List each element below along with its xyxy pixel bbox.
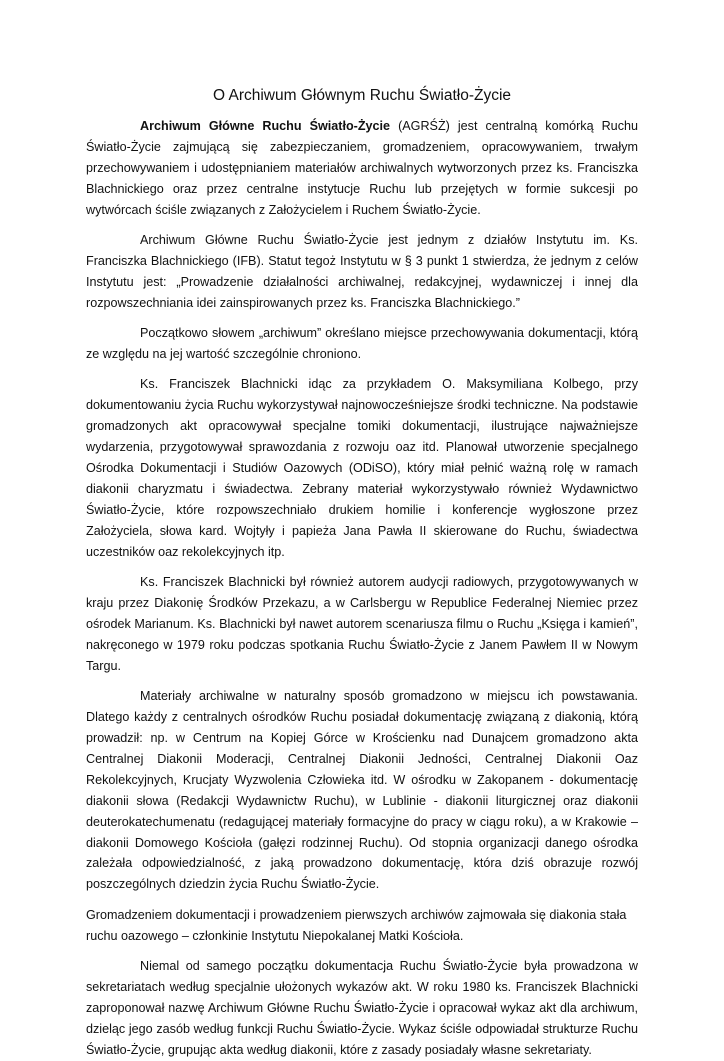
paragraph-secretariats: Niemal od samego początku dokumentacja Ruchu Światło-Życie była prowadzona w sekretariatach według specjalnie ułożonych wykazów akt. W roku 1980 ks. Franciszek Blachnicki zaproponował nazwę Archiwum Główne Ruchu Światło-Życie i opracował wykaz akt dla archiwum, dzieląc jego zasób według funkcji Ruchu Światło-Życie. Wykaz ściśle odpowiadał strukturze Ruchu Światło-Życie, grupując akta według diakonii, które z zasady posiadały własne sekretariaty. <box>86 959 638 1057</box>
paragraph-intro-bold: Archiwum Główne Ruchu Światło-Życie <box>140 119 391 133</box>
paragraph-intro-rest: (AGRŚŻ) jest centralną komórką Ruchu Światło-Życie zajmującą się zabezpieczaniem, gromadzeniem, opracowywaniem, trwałym przechowywaniem i udostępnianiem materiałów archiwalnych wytworzonych przez ks. Franciszka Blachnickiego oraz przez centralne instytucje Ruchu lub przejętych w formie sukcesji po wytwórcach ściśle związanych z Założycielem i Ruchem Światło-Życie. <box>86 119 638 217</box>
paragraph-documentation: Ks. Franciszek Blachnicki idąc za przykładem O. Maksymiliana Kolbego, przy dokumentowaniu życia Ruchu wykorzystywał najnowocześniejsze środki techniczne. Na podstawie gromadzonych akt opracowywał specjalne tomiki dokumentacji, ilustrujące najważniejsze wydarzenia, przygotowywał sprawozdania z rozwoju oaz itd. Planował utworzenie specjalnego Ośrodka Dokumentacji i Studiów Oazowych (ODiSO), który miał pełnić ważną rolę w ramach diakonii charyzmatu i świadectwa. Zebrany materiał wykorzystywało również Wydawnictwo Światło-Życie, które rozpowszechniało drukiem homilie i konferencje wygłoszone przez Założyciela, słowa kard. Wojtyły i papieża Jana Pawła II skierowane do Ruchu, świadectwa uczestników oaz rekolekcyjnych itp. <box>86 377 638 559</box>
paragraph-materials: Materiały archiwalne w naturalny sposób gromadzono w miejscu ich powstawania. Dlatego każdy z centralnych ośrodków Ruchu posiadał dokumentację związaną z diakonią, którą prowadził: np. w Centrum na Kopiej Górce w Krościenku nad Dunajcem gromadzono akta Centralnej Diakonii Moderacji, Centralnej Diakonii Jedności, Centralnej Diakonii Oaz Rekolekcyjnych, Krucjaty Wyzwolenia Człowieka itd. W ośrodku w Zakopanem - dokumentację diakonii słowa (Redakcji Wydawnictw Ruchu), w Lublinie - diakonii liturgicznej oraz diakonii deuterokatechumenatu (redagującej materiały formacyjne do pracy w ciągu roku), a w Krakowie – diakonii Domowego Kościoła (gałęzi rodzinnej Ruchu). Od stopnia organizacji danego ośrodka zależała odpowiedzialność, z jaką prowadzono dokumentację, która dziś obrazuje rozwój poszczególnych dziedzin życia Ruchu Światło-Życie. <box>86 689 638 892</box>
paragraph-diakonia: Gromadzeniem dokumentacji i prowadzeniem pierwszych archiwów zajmowała się diakonia stała ruchu oazowego – członkinie Instytutu Niepokalanej Matki Kościoła. <box>86 907 627 943</box>
paragraph-radio: Ks. Franciszek Blachnicki był również autorem audycji radiowych, przygotowywanych w kraju przez Diakonię Środków Przekazu, a w Carlsbergu w Republice Federalnej Niemiec przez ośrodek Marianum. Ks. Blachnicki był nawet autorem scenariusza filmu o Ruchu „Księga i kamień”, nakręconego w 1979 roku podczas spotkania Ruchu Światło-Życie z Janem Pawłem II w Nowym Targu. <box>86 575 638 673</box>
page-title: O Archiwum Głównym Ruchu Światło-Życie <box>212 87 512 104</box>
paragraph-intro <box>86 116 638 221</box>
paragraph-statute: Archiwum Główne Ruchu Światło-Życie jest jednym z działów Instytutu im. Ks. Franciszka Blachnickiego (IFB). Statut tegoż Instytutu w § 3 punkt 1 stwierdza, że jednym z celów Instytutu jest: „Prowadzenie działalności archiwalnej, redakcyjnej, wydawniczej i innej dla rozpowszechniania idei zainspirowanych przez ks. Franciszka Blachnickiego.” <box>86 233 638 310</box>
paragraph-archive-word: Początkowo słowem „archiwum” określano miejsce przechowywania dokumentacji, którą ze względu na jej wartość szczególnie chroniono. <box>86 326 638 362</box>
